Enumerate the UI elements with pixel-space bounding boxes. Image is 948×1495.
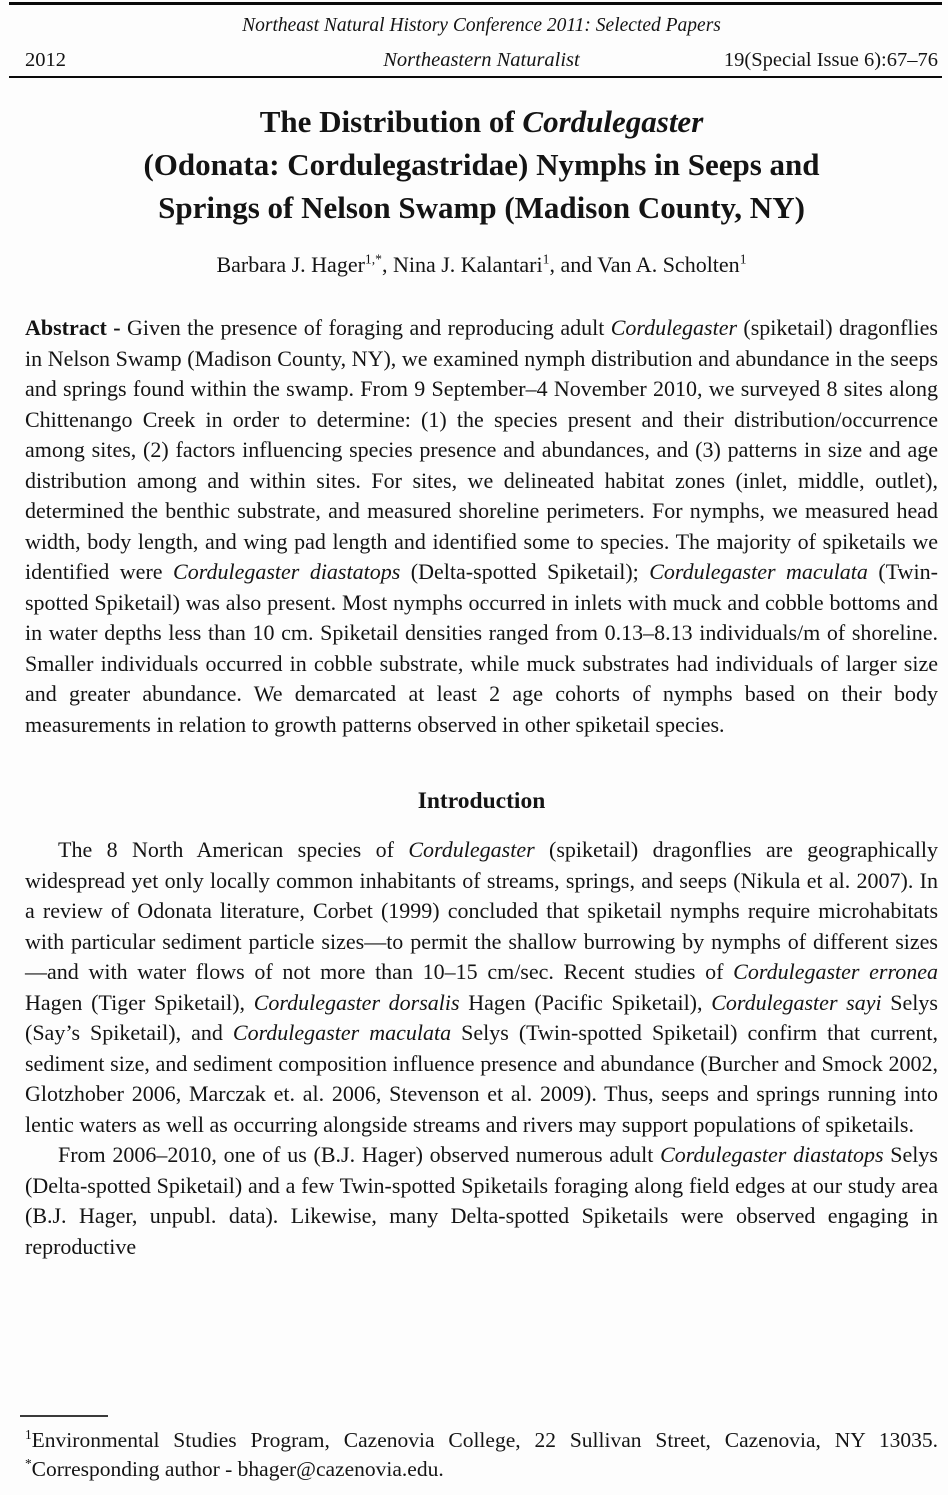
- running-head-year: 2012: [25, 49, 66, 71]
- intro-paragraph-1: The 8 North American species of Cordulegaster (spiketail) dragonflies are geographically widespread yet only locally common inhabitants of streams, springs, and seeps (Nikula et al. 2007). In a review of Odonata literature, Corbet (1999) concluded that spiketail nymphs require microhabitats with particular sediment particle sizes—to permit the shallow burrowing by nymphs of different sizes—and with water flows of not more than 10–15 cm/sec. Recent studies of Cordulegaster erronea Hagen (Tiger Spiketail), Cordulegaster dorsalis Hagen (Pacific Spiketail), Cordulegaster sayi Selys (Say’s Spiketail), and Cordulegaster maculata Selys (Twin-spotted Spiketail) confirm that current, sediment size, and sediment composition influence presence and abundance (Burcher and Smock 2002, Glotzhober 2006, Marczak et. al. 2006, Stevenson et al. 2009). Thus, seeps and springs running into lentic waters as well as occurring alongside streams and rivers may support populations of spiketails.: [25, 837, 938, 1137]
- title-line-3: Springs of Nelson Swamp (Madison County, NY): [158, 190, 805, 225]
- running-head-row: [25, 47, 938, 73]
- running-head-citation: 19(Special Issue 6):67–76: [723, 49, 938, 71]
- authors-line: Barbara J. Hager$^{1,*}$, Nina J. Kalantari$^1$, and Van A. Scholten$^1$: [216, 251, 747, 277]
- footnote-block: [25, 1415, 938, 1484]
- paper-title: [25, 100, 938, 229]
- footnote-text: $^1$Environmental Studies Program, Cazenovia College, 22 Sullivan Street, Cazenovia, NY 13035. *Corresponding author - bhager@cazenovia.edu.: [25, 1426, 938, 1481]
- footnote-rule: [20, 1415, 108, 1417]
- section-heading-introduction: Introduction: [417, 788, 546, 814]
- title-line-2: (Odonata: Cordulegastridae) Nymphs in Seeps and: [143, 147, 820, 182]
- running-head-conference: Northeast Natural History Conference 2011: Selected Papers: [242, 15, 721, 36]
- title-line-1: The Distribution of Cordulegaster: [259, 104, 704, 139]
- abstract-paragraph: Abstract - Given the presence of foraging and reproducing adult Cordulegaster (spiketail) dragonflies in Nelson Swamp (Madison County, NY), we examined nymph distribution and abundance in the seeps and springs found within the swamp. From 9 September–4 November 2010, we surveyed 8 sites along Chittenango Creek in order to determine: (1) the species present and their distribution/occurrence among sites, (2) factors influencing species presence and abundances, and (3) patterns in size and age distribution among and within sites. For sites, we delineated habitat zones (inlet, middle, outlet), determined the benthic substrate, and measured shoreline perimeters. For nymphs, we measured head width, body length, and wing pad length and identified some to species. The majority of spiketails we identified were Cordulegaster diastatops (Delta-spotted Spiketail); Cordulegaster maculata (Twin-spotted Spiketail) was also present. Most nymphs occurred in inlets with muck and cobble bottoms and in water depths less than 10 cm. Spiketail densities ranged from 0.13–8.13 individuals/m of shoreline. Smaller individuals occurred in cobble substrate, while muck substrates had individuals of larger size and greater abundance. We demarcated at least 2 age cohorts of nymphs based on their body measurements in relation to growth patterns observed in other spiketail species.: [25, 315, 938, 737]
- intro-paragraph-2: From 2006–2010, one of us (B.J. Hager) observed numerous adult Cordulegaster diastatops Selys (Delta-spotted Spiketail) and a few Twin-spotted Spiketails foraging along field edges at our study area (B.J. Hager, unpubl. data). Likewise, many Delta-spotted Spiketails were observed engaging in reproductive: [25, 1142, 938, 1259]
- running-head-journal: Northeastern Naturalist: [383, 49, 580, 71]
